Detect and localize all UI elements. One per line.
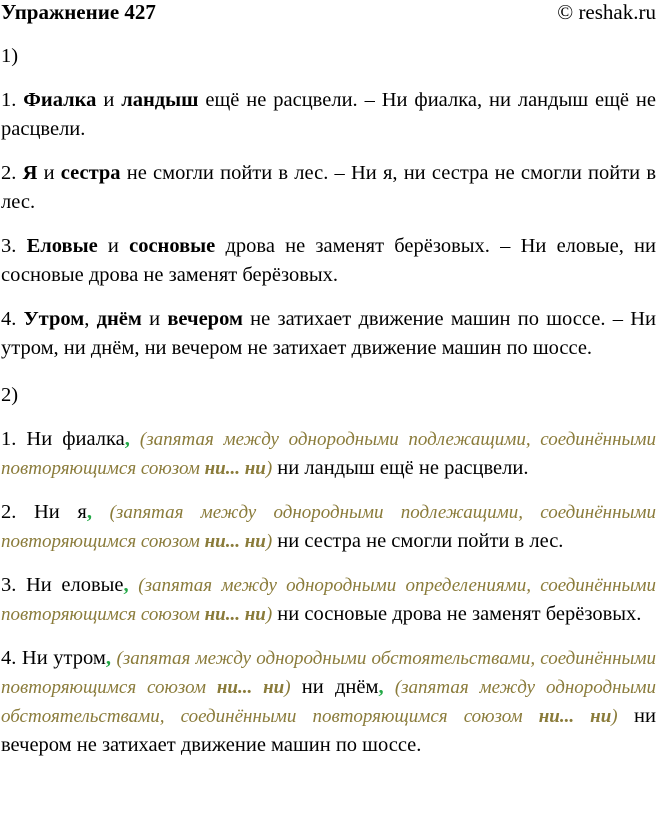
- text-segment: 2. Ни я: [1, 501, 87, 523]
- text-segment: [92, 501, 110, 523]
- bold-word: сестра: [60, 162, 121, 184]
- comment-text: (запятая между однородными обстоятельствами, соединёнными повторяющимся союзом: [1, 677, 657, 727]
- header: [1, 0, 656, 24]
- sentence-paragraph: [1, 159, 656, 217]
- sentence-paragraph: [1, 498, 656, 556]
- text-segment: 2.: [1, 162, 23, 184]
- text-segment: ещё не расцвели. – Ни фиалка, ни ландыш ещё не расцвели.: [1, 89, 657, 140]
- text-segment: не смогли пойти в лес. – Ни я, ни сестра не смогли пойти в лес.: [1, 162, 657, 213]
- text-segment: и: [141, 308, 168, 330]
- section-label: 2): [1, 384, 19, 406]
- comment-text: ): [284, 677, 291, 698]
- comma-mark: ,: [124, 428, 130, 450]
- sentence-paragraph: [1, 425, 656, 483]
- text-segment: [129, 574, 139, 596]
- comment-text: (запятая между однородными подлежащими, соединёнными повторяющимся союзом: [1, 502, 656, 552]
- bold-word: Фиалка: [23, 89, 97, 111]
- comma-mark: ,: [105, 647, 111, 669]
- comment-conjunction: ни... ни: [204, 604, 266, 625]
- bold-word: Утром: [23, 308, 85, 330]
- text-segment: ни вечером не затихает движение машин по шоссе.: [1, 705, 656, 756]
- sentence-paragraph: [1, 305, 656, 363]
- comment-text: ): [265, 604, 273, 625]
- text-segment: и: [96, 89, 122, 111]
- bold-word: днём: [96, 308, 142, 330]
- comment-text: ): [265, 531, 273, 552]
- text-segment: и: [97, 235, 130, 257]
- text-segment: [130, 428, 140, 450]
- text-segment: дрова не заменят берёзовых. – Ни еловые, ни сосновые дрова не заменят берёзовых.: [1, 235, 656, 286]
- comment-conjunction: ни... ни: [204, 458, 266, 479]
- section-label: 1): [1, 45, 19, 67]
- bold-word: сосновые: [129, 235, 216, 257]
- sentence-paragraph: [1, 571, 656, 629]
- text-segment: 3. Ни еловые: [1, 574, 124, 596]
- text-segment: 4.: [1, 308, 24, 330]
- text-segment: 3.: [1, 235, 27, 257]
- text-segment: ни днём: [290, 676, 379, 698]
- text-segment: ни сестра не смогли пойти в лес.: [272, 530, 564, 552]
- text-segment: ,: [84, 308, 97, 330]
- text-segment: ни сосновые дрова не заменят берёзовых.: [272, 603, 642, 625]
- bold-word: Еловые: [26, 235, 98, 257]
- comment-conjunction: ни... ни: [538, 706, 612, 727]
- comment-text: ): [265, 458, 273, 479]
- comma-mark: ,: [378, 676, 384, 698]
- text-segment: ни ландыш ещё не расцвели.: [272, 457, 529, 479]
- exercise-body: [1, 42, 656, 760]
- comment-conjunction: ни... ни: [204, 531, 266, 552]
- text-segment: 1.: [1, 89, 24, 111]
- sentence-paragraph: [1, 644, 656, 760]
- comment-text: (запятая между однородными подлежащими, соединёнными повторяющимся союзом: [1, 429, 657, 479]
- text-segment: 1. Ни фиалка: [1, 428, 125, 450]
- bold-word: Я: [22, 162, 38, 184]
- sentence-paragraph: [1, 232, 656, 290]
- bold-word: ландыш: [121, 89, 199, 111]
- comment-conjunction: ни... ни: [216, 677, 285, 698]
- comment-text: ): [611, 706, 618, 727]
- text-segment: 4. Ни утром: [1, 647, 106, 669]
- copyright: © reshak.ru: [557, 0, 656, 24]
- exercise-title: Упражнение 427: [1, 0, 156, 24]
- comma-mark: ,: [86, 501, 92, 523]
- comment-text: (запятая между однородными обстоятельствами, соединёнными повторяющимся союзом: [1, 648, 656, 698]
- sentence-paragraph: [1, 86, 656, 144]
- bold-word: вечером: [167, 308, 243, 330]
- comma-mark: ,: [123, 574, 129, 596]
- text-segment: не затихает движение машин по шоссе. – Ни утром, ни днём, ни вечером не затихает движение машин по шоссе.: [1, 308, 656, 359]
- text-segment: и: [37, 162, 61, 184]
- text-segment: [384, 676, 395, 698]
- comment-text: (запятая между однородными определениями, соединёнными повторяющимся союзом: [1, 575, 657, 625]
